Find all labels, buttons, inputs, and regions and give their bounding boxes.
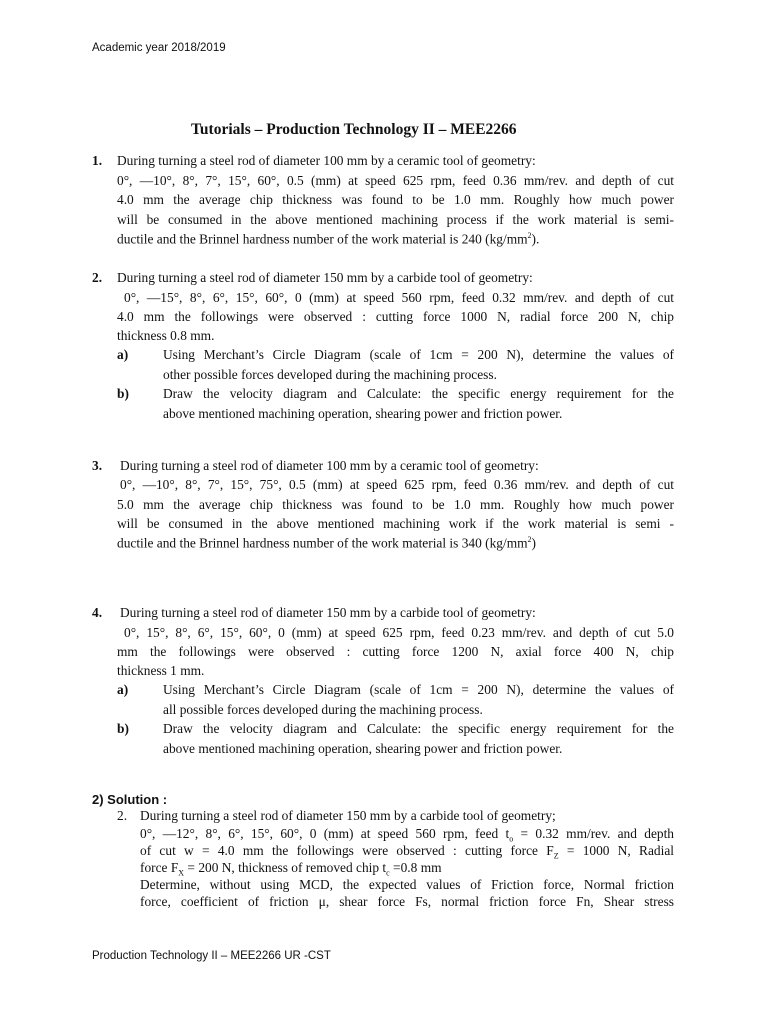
question-line: 4.0 mm the average chip thickness was found to be 1.0 mm. Roughly how much power <box>117 192 674 207</box>
sub-question-line: Using Merchant’s Circle Diagram (scale of 1cm = 200 N), determine the values of <box>163 682 674 697</box>
question-number: 2. <box>92 270 103 285</box>
sub-question-line: Using Merchant’s Circle Diagram (scale of 1cm = 200 N), determine the values of <box>163 347 674 362</box>
question-line: thickness 0.8 mm. <box>117 328 215 343</box>
question-line: 0°, —15°, 8°, 6°, 15°, 60°, 0 (mm) at speed 560 rpm, feed 0.32 mm/rev. and depth of cut <box>124 290 674 305</box>
question-number: 4. <box>92 605 103 620</box>
sub-question-line: above mentioned machining operation, shearing power and friction power. <box>163 741 563 756</box>
question-line: During turning a steel rod of diameter 150 mm by a carbide tool of geometry: <box>120 605 536 620</box>
solution-heading: 2) Solution : <box>92 792 168 807</box>
question-line: thickness 1 mm. <box>117 663 205 678</box>
question-line: mm the followings were observed : cutting force 1200 N, axial force 400 N, chip <box>117 644 674 659</box>
solution-line: of cut w = 4.0 mm the followings were observed : cutting force $F_Z = 1000$ N, Radial <box>140 843 674 861</box>
question-line: During turning a steel rod of diameter 150 mm by a carbide tool of geometry: <box>117 270 533 285</box>
sub-question-line: all possible forces developed during the machining process. <box>163 702 483 717</box>
academic-year: Academic year 2018/2019 <box>92 42 226 54</box>
page-title: Tutorials – Production Technology II – MEE2266 <box>191 121 517 138</box>
question-line: During turning a steel rod of diameter 100 mm by a ceramic tool of geometry: <box>117 153 536 168</box>
solution-line: During turning a steel rod of diameter 150 mm by a carbide tool of geometry; <box>140 808 556 823</box>
sub-question-line: Draw the velocity diagram and Calculate: the specific energy requirement for the <box>163 721 674 736</box>
question-line: will be consumed in the above mentioned machining work if the work material is semi - <box>117 516 674 531</box>
sub-question-line: above mentioned machining operation, shearing power and friction power. <box>163 406 563 421</box>
question-number: 1. <box>92 153 103 168</box>
sub-question-line: Draw the velocity diagram and Calculate: the specific energy requirement for the <box>163 386 674 401</box>
sub-question-label: b) <box>117 386 129 401</box>
sub-question-line: other possible forces developed during the machining process. <box>163 367 497 382</box>
question-line: 0°, —10°, 8°, 7°, 15°, 60°, 0.5 (mm) at speed 625 rpm, feed 0.36 mm/rev. and depth of cut <box>117 173 674 188</box>
question-line: 5.0 mm the average chip thickness was found to be 1.0 mm. Roughly how much power <box>117 497 674 512</box>
solution-line: Determine, without using MCD, the expected values of Friction force, Normal friction <box>140 877 674 892</box>
question-line: ductile and the Brinnel hardness number of the work material is 340 $(kg/mm^2)$ <box>117 535 537 551</box>
page-footer: Production Technology II – MEE2266 UR -CST <box>92 950 331 962</box>
question-number: 3. <box>92 458 103 473</box>
question-line: 0°, 15°, 8°, 6°, 15°, 60°, 0 (mm) at speed 625 rpm, feed 0.23 mm/rev. and depth of cut 5.0 <box>124 625 674 640</box>
question-line: 4.0 mm the followings were observed : cutting force 1000 N, radial force 200 N, chip <box>117 309 674 324</box>
solution-line: force $F_X = 200$ N, thickness of removed chip $t_c =0.8$ mm <box>140 860 442 878</box>
sub-question-label: a) <box>117 682 129 697</box>
question-line: will be consumed in the above mentioned machining process if the work material is semi- <box>117 212 674 227</box>
question-line: 0°, —10°, 8°, 7°, 15°, 75°, 0.5 (mm) at speed 625 rpm, feed 0.36 mm/rev. and depth of cut <box>120 477 674 492</box>
sub-question-label: b) <box>117 721 129 736</box>
question-line: During turning a steel rod of diameter 100 mm by a ceramic tool of geometry: <box>120 458 539 473</box>
question-line: ductile and the Brinnel hardness number of the work material is 240 $(kg/mm^2)$. <box>117 231 540 247</box>
solution-line: 0°, —12°, 8°, 6°, 15°, 60°, 0 (mm) at speed 560 rpm, feed $t_o = 0.32$ mm/rev. and depth <box>140 826 674 844</box>
solution-number: 2. <box>117 808 128 823</box>
sub-question-label: a) <box>117 347 129 362</box>
solution-line: force, coefficient of friction μ, shear force Fs, normal friction force Fn, Shear stress <box>140 894 674 909</box>
